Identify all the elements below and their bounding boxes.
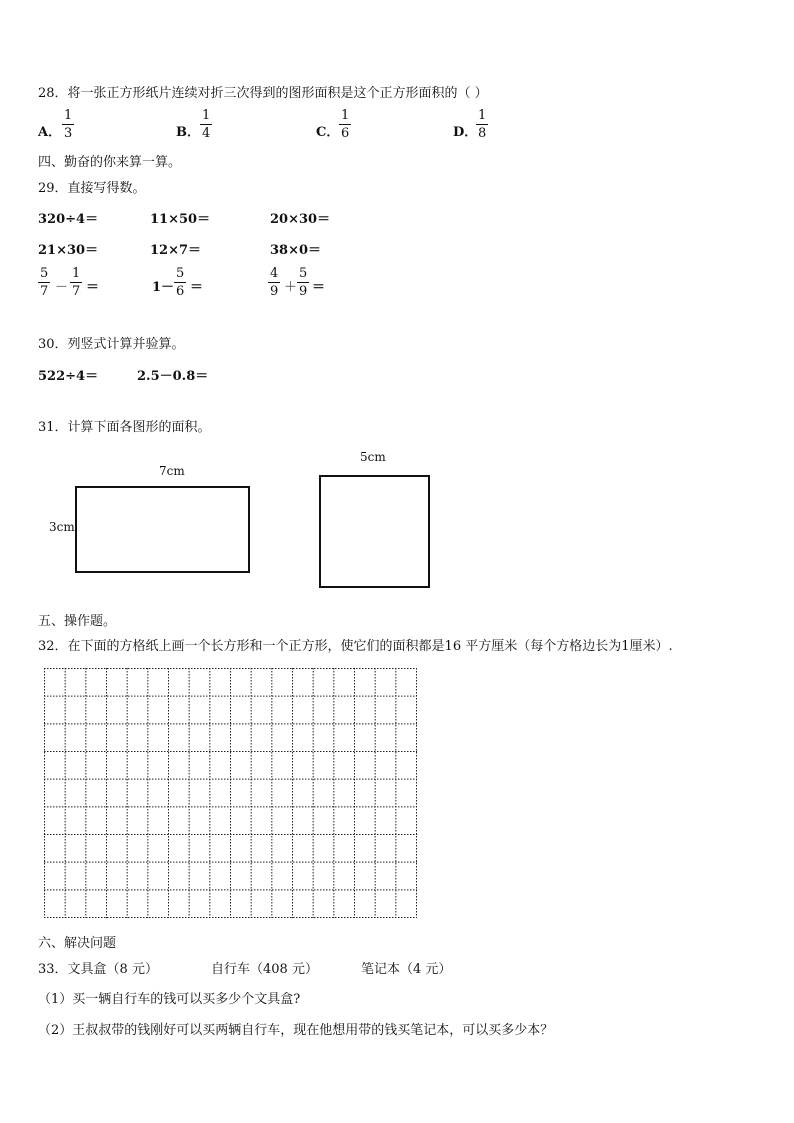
q33-item-pencil-box: 33．文具盒（8 元） — [38, 962, 158, 977]
q29-fraction — [38, 266, 50, 299]
numerator: 5 — [40, 266, 49, 281]
q28-option-a-fraction — [62, 108, 74, 141]
numerator: 1 — [478, 108, 487, 123]
denominator: 3 — [64, 126, 73, 141]
numerator: 1 — [341, 108, 350, 123]
section-4-heading: 四、勤奋的你来算一算。 — [38, 155, 182, 170]
q29-item: 38×0＝ — [270, 243, 322, 258]
numerator: 5 — [176, 266, 185, 281]
q29-fraction — [268, 266, 280, 299]
equals: ＝ — [190, 280, 204, 295]
q30-item: 522÷4＝ — [38, 369, 99, 384]
rect-width-label: 7cm — [159, 464, 185, 478]
denominator: 4 — [202, 126, 211, 141]
numerator: 5 — [299, 266, 308, 281]
denominator: 7 — [72, 284, 81, 299]
q28-option-b-label: B． — [176, 125, 200, 140]
q29-fraction — [70, 266, 82, 299]
q28-option-d-fraction — [476, 108, 488, 141]
rectangle-figure — [75, 486, 250, 573]
numerator: 1 — [64, 108, 73, 123]
q31-text: 31．计算下面各图形的面积。 — [38, 420, 211, 435]
q29-text: 29．直接写得数。 — [38, 181, 146, 196]
operator: ＋ — [284, 280, 298, 295]
q29-item: 21×30＝ — [38, 243, 99, 258]
denominator: 6 — [176, 284, 185, 299]
q28-text: 28．将一张正方形纸片连续对折三次得到的图形面积是这个正方形面积的（ ） — [38, 86, 488, 101]
numerator: 4 — [270, 266, 279, 281]
numerator: 1 — [72, 266, 81, 281]
q29-item: 320÷4＝ — [38, 212, 99, 227]
q28-option-b-fraction — [200, 108, 212, 141]
whole-minus: 1－ — [152, 280, 175, 295]
q28-option-c-label: C． — [316, 125, 340, 140]
q30-item: 2.5－0.8＝ — [137, 369, 209, 384]
denominator: 9 — [299, 284, 308, 299]
q29-item: 12×7＝ — [150, 243, 202, 258]
q30-text: 30．列竖式计算并验算。 — [38, 337, 185, 352]
denominator: 8 — [478, 126, 487, 141]
q28-option-c-fraction — [339, 108, 351, 141]
q29-item: 20×30＝ — [270, 212, 331, 227]
q33-sub1: （1）买一辆自行车的钱可以买多少个文具盒? — [38, 992, 301, 1007]
equals: ＝ — [86, 280, 100, 295]
q29-fraction — [174, 266, 186, 299]
rect-height-label: 3cm — [49, 520, 75, 534]
section-5-heading: 五、操作题。 — [38, 614, 117, 629]
q33-item-notebook: 笔记本（4 元） — [361, 962, 452, 977]
equals: ＝ — [312, 280, 326, 295]
q29-item: 11×50＝ — [150, 212, 211, 227]
q32-text: 32．在下面的方格纸上画一个长方形和一个正方形，使它们的面积都是16 平方厘米（每个方格边长为1厘米）. — [38, 639, 673, 654]
denominator: 7 — [40, 284, 49, 299]
operator: － — [55, 280, 69, 295]
q28-option-a-label: A． — [38, 125, 62, 140]
numerator: 1 — [202, 108, 211, 123]
q28-option-d-label: D． — [453, 125, 478, 140]
grid-paper — [44, 668, 417, 918]
denominator: 9 — [270, 284, 279, 299]
denominator: 6 — [341, 126, 350, 141]
square-side-label: 5cm — [360, 450, 386, 464]
q33-item-bicycle: 自行车（408 元） — [211, 962, 318, 977]
square-figure — [319, 475, 430, 588]
q29-fraction — [297, 266, 309, 299]
q33-sub2: （2）王叔叔带的钱刚好可以买两辆自行车，现在他想用带的钱买笔记本，可以买多少本？ — [38, 1023, 554, 1038]
section-6-heading: 六、解决问题 — [38, 936, 117, 951]
